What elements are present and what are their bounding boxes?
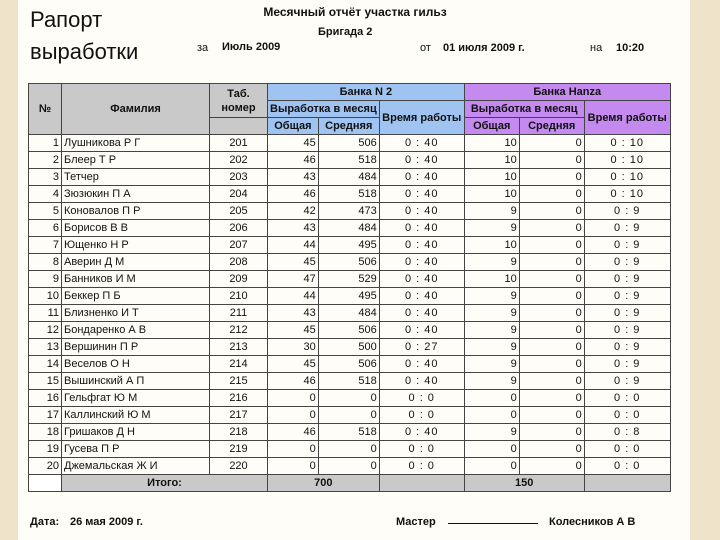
row-bank1-time: 0 : 40 — [379, 152, 464, 169]
row-bank1-time: 0 : 40 — [379, 135, 464, 152]
row-number: 4 — [29, 186, 62, 203]
period-value: Июль 2009 — [222, 41, 281, 53]
bank1-avg-header: Средняя — [318, 118, 379, 135]
row-bank2-time: 0 : 9 — [584, 373, 670, 390]
row-tab-number: 210 — [210, 288, 268, 305]
bank1-total-header: Общая — [268, 118, 319, 135]
row-bank1-avg: 0 — [318, 458, 379, 475]
row-bank2-total: 10 — [464, 135, 519, 152]
row-tab-number: 201 — [210, 135, 268, 152]
row-tab-number: 211 — [210, 305, 268, 322]
row-bank2-time: 0 : 9 — [584, 339, 670, 356]
row-bank2-total: 0 — [464, 390, 519, 407]
row-bank2-avg: 0 — [519, 441, 584, 458]
row-bank1-avg: 518 — [318, 186, 379, 203]
from-date: 01 июля 2009 г. — [443, 42, 525, 54]
slide-title-line1: Рапорт — [30, 7, 103, 32]
row-bank2-time: 0 : 8 — [584, 424, 670, 441]
bank2-output-header: Выработка в месяц — [464, 101, 584, 118]
row-tab-number: 203 — [210, 169, 268, 186]
row-tab-number: 217 — [210, 407, 268, 424]
table-row — [29, 186, 671, 203]
row-bank1-avg: 0 — [318, 390, 379, 407]
row-tab-number: 218 — [210, 424, 268, 441]
row-name: Зюзюкин П А — [62, 186, 210, 203]
row-bank2-time: 0 : 9 — [584, 220, 670, 237]
row-bank2-avg: 0 — [519, 203, 584, 220]
row-bank2-total: 10 — [464, 169, 519, 186]
row-bank2-avg: 0 — [519, 305, 584, 322]
row-tab-number: 207 — [210, 237, 268, 254]
row-bank2-time: 0 : 10 — [584, 186, 670, 203]
row-bank2-total: 9 — [464, 356, 519, 373]
row-name: Блеер Т Р — [62, 152, 210, 169]
row-name: Аверин Д М — [62, 254, 210, 271]
row-bank2-avg: 0 — [519, 458, 584, 475]
col-tab-header: Таб. номер — [210, 84, 268, 118]
row-bank1-time: 0 : 40 — [379, 424, 464, 441]
row-tab-number: 209 — [210, 271, 268, 288]
row-name: Вышинский А П — [62, 373, 210, 390]
col-tab-spacer — [210, 118, 268, 135]
row-bank2-time: 0 : 9 — [584, 322, 670, 339]
row-name: Каллинский Ю М — [62, 407, 210, 424]
row-name: Веселов О Н — [62, 356, 210, 373]
row-bank1-avg: 518 — [318, 152, 379, 169]
row-name: Гришаков Д Н — [62, 424, 210, 441]
row-bank2-total: 9 — [464, 288, 519, 305]
row-tab-number: 208 — [210, 254, 268, 271]
footer-blank — [29, 475, 62, 492]
row-bank1-avg: 495 — [318, 288, 379, 305]
report-table — [28, 83, 671, 492]
row-number: 11 — [29, 305, 62, 322]
row-bank2-avg: 0 — [519, 135, 584, 152]
row-number: 19 — [29, 441, 62, 458]
master-name: Колесников А В — [549, 516, 636, 528]
table-row — [29, 424, 671, 441]
row-bank1-time: 0 : 40 — [379, 220, 464, 237]
table-row — [29, 373, 671, 390]
row-number: 14 — [29, 356, 62, 373]
date-value: 26 мая 2009 г. — [70, 516, 143, 528]
row-bank2-avg: 0 — [519, 424, 584, 441]
row-tab-number: 214 — [210, 356, 268, 373]
row-number: 20 — [29, 458, 62, 475]
row-bank2-total: 10 — [464, 237, 519, 254]
at-label: на — [590, 42, 603, 54]
row-number: 8 — [29, 254, 62, 271]
row-bank2-time: 0 : 9 — [584, 288, 670, 305]
row-bank2-total: 0 — [464, 441, 519, 458]
row-bank1-time: 0 : 40 — [379, 356, 464, 373]
master-label: Мастер — [396, 516, 436, 528]
row-tab-number: 216 — [210, 390, 268, 407]
row-bank1-avg: 506 — [318, 322, 379, 339]
row-bank1-total: 44 — [268, 237, 319, 254]
row-bank2-total: 10 — [464, 271, 519, 288]
row-number: 7 — [29, 237, 62, 254]
row-bank2-total: 10 — [464, 186, 519, 203]
bank1-header: Банка N 2 — [268, 84, 465, 101]
row-tab-number: 220 — [210, 458, 268, 475]
slide-title — [30, 4, 200, 68]
bank1-total-value: 700 — [268, 475, 380, 492]
row-bank2-avg: 0 — [519, 152, 584, 169]
row-bank2-total: 9 — [464, 254, 519, 271]
row-bank1-avg: 484 — [318, 169, 379, 186]
row-number: 10 — [29, 288, 62, 305]
row-bank1-total: 45 — [268, 135, 319, 152]
table-row — [29, 237, 671, 254]
row-bank2-total: 0 — [464, 458, 519, 475]
row-bank2-total: 9 — [464, 373, 519, 390]
row-bank2-avg: 0 — [519, 339, 584, 356]
row-bank1-time: 0 : 40 — [379, 169, 464, 186]
bank1-time-header: Время работы — [379, 101, 464, 135]
row-bank1-avg: 473 — [318, 203, 379, 220]
row-bank1-time: 0 : 40 — [379, 305, 464, 322]
row-tab-number: 202 — [210, 152, 268, 169]
row-bank2-total: 10 — [464, 152, 519, 169]
table-row — [29, 322, 671, 339]
row-bank2-avg: 0 — [519, 390, 584, 407]
row-name: Борисов В В — [62, 220, 210, 237]
row-tab-number: 213 — [210, 339, 268, 356]
row-bank2-avg: 0 — [519, 288, 584, 305]
table-row — [29, 458, 671, 475]
total-label: Итого: — [62, 475, 268, 492]
row-bank1-avg: 0 — [318, 441, 379, 458]
row-bank1-time: 0 : 0 — [379, 390, 464, 407]
bank2-total-header: Общая — [464, 118, 519, 135]
row-bank1-total: 46 — [268, 373, 319, 390]
row-bank2-avg: 0 — [519, 186, 584, 203]
table-row — [29, 407, 671, 424]
row-name: Близненко И Т — [62, 305, 210, 322]
table-row — [29, 254, 671, 271]
row-bank2-total: 9 — [464, 220, 519, 237]
row-name: Тетчер — [62, 169, 210, 186]
row-bank2-avg: 0 — [519, 373, 584, 390]
table-row — [29, 220, 671, 237]
table-row — [29, 288, 671, 305]
row-bank2-total: 9 — [464, 339, 519, 356]
row-bank2-total: 9 — [464, 305, 519, 322]
table-row — [29, 169, 671, 186]
row-number: 6 — [29, 220, 62, 237]
row-bank1-avg: 506 — [318, 254, 379, 271]
row-number: 13 — [29, 339, 62, 356]
row-bank2-total: 9 — [464, 203, 519, 220]
row-bank2-avg: 0 — [519, 237, 584, 254]
row-name: Гусева П Р — [62, 441, 210, 458]
table-row — [29, 339, 671, 356]
row-bank1-total: 43 — [268, 220, 319, 237]
row-tab-number: 215 — [210, 373, 268, 390]
row-bank2-time: 0 : 9 — [584, 305, 670, 322]
row-bank2-time: 0 : 10 — [584, 169, 670, 186]
at-time: 10:20 — [616, 42, 645, 54]
row-number: 12 — [29, 322, 62, 339]
bank2-total-value: 150 — [464, 475, 584, 492]
row-bank1-total: 42 — [268, 203, 319, 220]
table-row — [29, 152, 671, 169]
row-bank1-total: 46 — [268, 424, 319, 441]
row-bank1-avg: 529 — [318, 271, 379, 288]
row-bank1-total: 0 — [268, 458, 319, 475]
row-bank2-avg: 0 — [519, 271, 584, 288]
row-bank2-time: 0 : 9 — [584, 237, 670, 254]
row-bank1-avg: 500 — [318, 339, 379, 356]
table-row — [29, 271, 671, 288]
row-bank2-time: 0 : 0 — [584, 390, 670, 407]
row-number: 5 — [29, 203, 62, 220]
row-bank1-total: 45 — [268, 356, 319, 373]
row-bank2-time: 0 : 9 — [584, 356, 670, 373]
row-bank1-time: 0 : 0 — [379, 458, 464, 475]
row-bank1-avg: 0 — [318, 407, 379, 424]
from-label: от — [420, 42, 431, 54]
row-bank1-total: 0 — [268, 390, 319, 407]
row-bank1-total: 44 — [268, 288, 319, 305]
row-bank2-avg: 0 — [519, 407, 584, 424]
row-number: 2 — [29, 152, 62, 169]
row-bank1-time: 0 : 40 — [379, 322, 464, 339]
row-tab-number: 204 — [210, 186, 268, 203]
row-bank1-avg: 495 — [318, 237, 379, 254]
date-label: Дата: — [30, 516, 60, 528]
table-row — [29, 356, 671, 373]
row-bank1-time: 0 : 40 — [379, 254, 464, 271]
row-bank1-total: 47 — [268, 271, 319, 288]
bank1-output-header: Выработка в месяц — [268, 101, 380, 118]
bank2-avg-header: Средняя — [519, 118, 584, 135]
signature-line — [448, 523, 538, 524]
row-number: 18 — [29, 424, 62, 441]
row-bank1-avg: 506 — [318, 135, 379, 152]
period-prefix: за — [197, 42, 209, 54]
table-row — [29, 441, 671, 458]
row-bank1-time: 0 : 40 — [379, 203, 464, 220]
row-bank1-time: 0 : 40 — [379, 288, 464, 305]
row-bank2-avg: 0 — [519, 356, 584, 373]
row-bank2-total: 9 — [464, 322, 519, 339]
row-bank1-time: 0 : 0 — [379, 407, 464, 424]
row-name: Беккер П Б — [62, 288, 210, 305]
row-bank2-time: 0 : 10 — [584, 152, 670, 169]
row-name: Джемальская Ж И — [62, 458, 210, 475]
row-bank2-avg: 0 — [519, 169, 584, 186]
row-bank2-time: 0 : 9 — [584, 254, 670, 271]
row-bank1-total: 0 — [268, 407, 319, 424]
row-bank1-time: 0 : 0 — [379, 441, 464, 458]
row-bank1-total: 46 — [268, 186, 319, 203]
table-row — [29, 203, 671, 220]
row-bank2-time: 0 : 9 — [584, 271, 670, 288]
row-bank1-avg: 484 — [318, 220, 379, 237]
row-bank2-time: 0 : 0 — [584, 407, 670, 424]
row-bank1-time: 0 : 27 — [379, 339, 464, 356]
row-name: Гельфгат Ю М — [62, 390, 210, 407]
row-bank1-avg: 518 — [318, 424, 379, 441]
row-bank1-avg: 518 — [318, 373, 379, 390]
table-row — [29, 135, 671, 152]
row-bank1-time: 0 : 40 — [379, 237, 464, 254]
row-name: Банников И М — [62, 271, 210, 288]
row-number: 15 — [29, 373, 62, 390]
row-bank2-time: 0 : 9 — [584, 203, 670, 220]
slide-title-line2: выработки — [30, 39, 139, 64]
row-bank1-total: 30 — [268, 339, 319, 356]
row-bank2-total: 9 — [464, 424, 519, 441]
bank2-header: Банка Hanza — [464, 84, 670, 101]
bank1-total-time — [379, 475, 464, 492]
table-row — [29, 390, 671, 407]
table-row — [29, 305, 671, 322]
row-bank1-time: 0 : 40 — [379, 186, 464, 203]
row-bank2-time: 0 : 10 — [584, 135, 670, 152]
row-bank1-total: 45 — [268, 322, 319, 339]
row-bank1-total: 0 — [268, 441, 319, 458]
row-bank1-avg: 506 — [318, 356, 379, 373]
row-tab-number: 206 — [210, 220, 268, 237]
col-num-header: № — [29, 84, 62, 135]
row-name: Лушникова Р Г — [62, 135, 210, 152]
row-bank1-total: 43 — [268, 305, 319, 322]
row-name: Бондаренко А В — [62, 322, 210, 339]
row-bank2-total: 0 — [464, 407, 519, 424]
row-bank1-total: 43 — [268, 169, 319, 186]
row-tab-number: 205 — [210, 203, 268, 220]
row-number: 16 — [29, 390, 62, 407]
row-name: Ющенко Н Р — [62, 237, 210, 254]
row-bank1-avg: 484 — [318, 305, 379, 322]
brigade-label: Бригада 2 — [318, 26, 373, 38]
row-bank2-avg: 0 — [519, 322, 584, 339]
row-bank2-time: 0 : 0 — [584, 441, 670, 458]
row-number: 3 — [29, 169, 62, 186]
report-title: Месячный отчёт участка гильз — [263, 5, 447, 19]
row-tab-number: 212 — [210, 322, 268, 339]
bank2-total-time — [584, 475, 670, 492]
row-bank2-time: 0 : 0 — [584, 458, 670, 475]
row-name: Вершинин П Р — [62, 339, 210, 356]
row-number: 17 — [29, 407, 62, 424]
row-bank1-total: 45 — [268, 254, 319, 271]
row-bank2-avg: 0 — [519, 220, 584, 237]
row-number: 9 — [29, 271, 62, 288]
row-bank1-time: 0 : 40 — [379, 271, 464, 288]
bank2-time-header: Время работы — [584, 101, 670, 135]
row-number: 1 — [29, 135, 62, 152]
row-name: Коновалов П Р — [62, 203, 210, 220]
row-bank1-total: 46 — [268, 152, 319, 169]
row-bank2-avg: 0 — [519, 254, 584, 271]
row-tab-number: 219 — [210, 441, 268, 458]
col-name-header: Фамилия — [62, 84, 210, 135]
row-bank1-time: 0 : 40 — [379, 373, 464, 390]
